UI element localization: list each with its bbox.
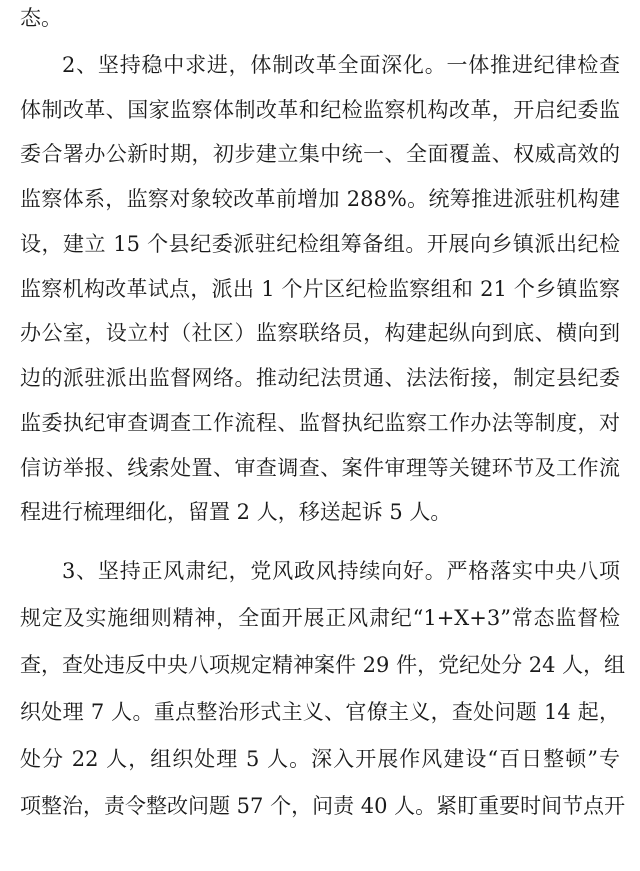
text-line: 监委执纪审查调查工作流程、监督执纪监察工作办法等制度，对 — [20, 411, 620, 435]
text-line: 信访举报、线索处置、审查调查、案件审理等关键环节及工作流 — [20, 456, 620, 480]
text-line: 查，查处违反中央八项规定精神案件 29 件，党纪处分 24 人，组 — [20, 653, 626, 677]
text-line: 织处理 7 人。重点整治形式主义、官僚主义，查处问题 14 起， — [20, 700, 620, 724]
text-line: 态。 — [20, 6, 62, 30]
text-line: 边的派驻派出监督网络。推动纪法贯通、法法衔接，制定县纪委 — [20, 366, 620, 390]
text-line: 监察体系，监察对象较改革前增加 288%。统筹推进派驻机构建 — [20, 187, 620, 211]
text-line: 规定及实施细则精神，全面开展正风肃纪“1+X+3”常态监督检 — [20, 606, 620, 630]
text-line: 程进行梳理细化，留置 2 人，移送起诉 5 人。 — [20, 500, 452, 524]
text-line: 办公室，设立村（社区）监察联络员，构建起纵向到底、横向到 — [20, 321, 620, 345]
text-line: 项整治，责令整改问题 57 个，问责 40 人。紧盯重要时间节点开 — [20, 794, 626, 818]
text-line: 处分 22 人，组织处理 5 人。深入开展作风建设“百日整顿”专 — [20, 747, 620, 771]
text-line: 设，建立 15 个县纪委派驻纪检组筹备组。开展向乡镇派出纪检 — [20, 232, 620, 256]
text-line: 体制改革、国家监察体制改革和纪检监察机构改革，开启纪委监 — [20, 98, 620, 122]
text-line: 委合署办公新时期，初步建立集中统一、全面覆盖、权威高效的 — [20, 142, 620, 166]
paragraph-first-line: 2、坚持稳中求进，体制改革全面深化。一体推进纪律检查 — [62, 53, 620, 77]
text-line: 监察机构改革试点，派出 1 个片区纪检监察组和 21 个乡镇监察 — [20, 277, 620, 301]
paragraph-first-line: 3、坚持正风肃纪，党风政风持续向好。严格落实中央八项 — [62, 559, 620, 583]
